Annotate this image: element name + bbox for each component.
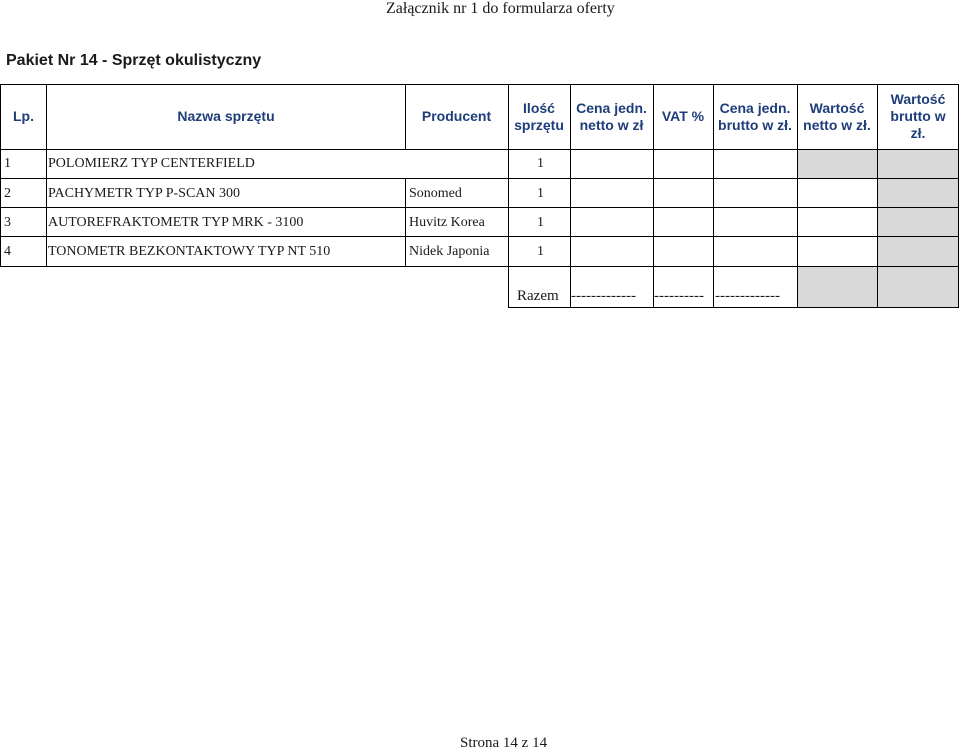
- row4-producer: Nidek Japonia: [409, 243, 490, 259]
- header-lp: Lp.: [13, 108, 34, 124]
- summary-dash-unit-net: -------------: [571, 288, 636, 304]
- row3-producer: Huvitz Korea: [409, 214, 485, 230]
- summary-label: Razem: [517, 288, 559, 304]
- grid-line: [0, 207, 959, 208]
- header-name: Nazwa sprzętu: [177, 108, 275, 124]
- shaded-value-gross: [877, 178, 959, 266]
- grid-line: [570, 84, 571, 308]
- shaded-row1: [797, 149, 959, 178]
- row4-name: TONOMETR BEZKONTAKTOWY TYP NT 510: [48, 243, 331, 259]
- row2-qty: 1: [537, 185, 544, 201]
- grid-line: [405, 178, 406, 266]
- row3-lp: 3: [4, 214, 11, 230]
- row1-qty: 1: [537, 156, 544, 171]
- row4-qty: 1: [537, 243, 544, 259]
- summary-dash-unit-gross: -------------: [715, 288, 780, 304]
- page-footer: Strona 14 z 14: [460, 735, 548, 751]
- grid-line: [508, 84, 509, 308]
- row1-producer: [409, 150, 507, 178]
- header-vat: VAT %: [661, 108, 705, 124]
- row3-qty: 1: [537, 214, 544, 230]
- header-value-gross: Wartość brutto w zł.: [890, 91, 946, 141]
- grid-line: [0, 84, 1, 266]
- summary-dash-vat: ----------: [654, 288, 704, 304]
- grid-line: [46, 84, 47, 266]
- header-unit-net: Cena jedn. netto w zł: [576, 99, 647, 133]
- row2-producer: Sonomed: [409, 185, 462, 201]
- grid-line: [653, 84, 654, 308]
- row4-lp: 4: [4, 243, 11, 259]
- row2-lp: 2: [4, 185, 11, 201]
- row3-name: AUTOREFRAKTOMETR TYP MRK - 3100: [48, 214, 304, 230]
- grid-line: [0, 149, 959, 150]
- row2-name: PACHYMETR TYP P-SCAN 300: [48, 185, 241, 201]
- grid-line: [405, 84, 406, 149]
- row1-lp: 1: [4, 156, 11, 171]
- grid-line: [713, 84, 714, 308]
- row1-name: POLOMIERZ TYP CENTERFIELD: [48, 156, 255, 171]
- header-value-net: Wartość netto w zł.: [803, 99, 871, 133]
- package-title: Pakiet Nr 14 - Sprzęt okulistyczny: [6, 52, 262, 69]
- header-qty: Ilość sprzętu: [514, 99, 564, 133]
- grid-line: [0, 84, 959, 85]
- grid-line: [797, 84, 798, 308]
- header-producer: Producent: [421, 108, 492, 124]
- grid-line: [508, 307, 959, 308]
- annex-title: Załącznik nr 1 do formularza oferty: [386, 0, 615, 17]
- header-unit-gross: Cena jedn. brutto w zł.: [718, 99, 792, 133]
- grid-line: [0, 266, 959, 267]
- grid-line: [877, 84, 878, 308]
- grid-line: [0, 178, 959, 179]
- grid-line: [0, 236, 959, 237]
- shaded-summary: [797, 266, 959, 308]
